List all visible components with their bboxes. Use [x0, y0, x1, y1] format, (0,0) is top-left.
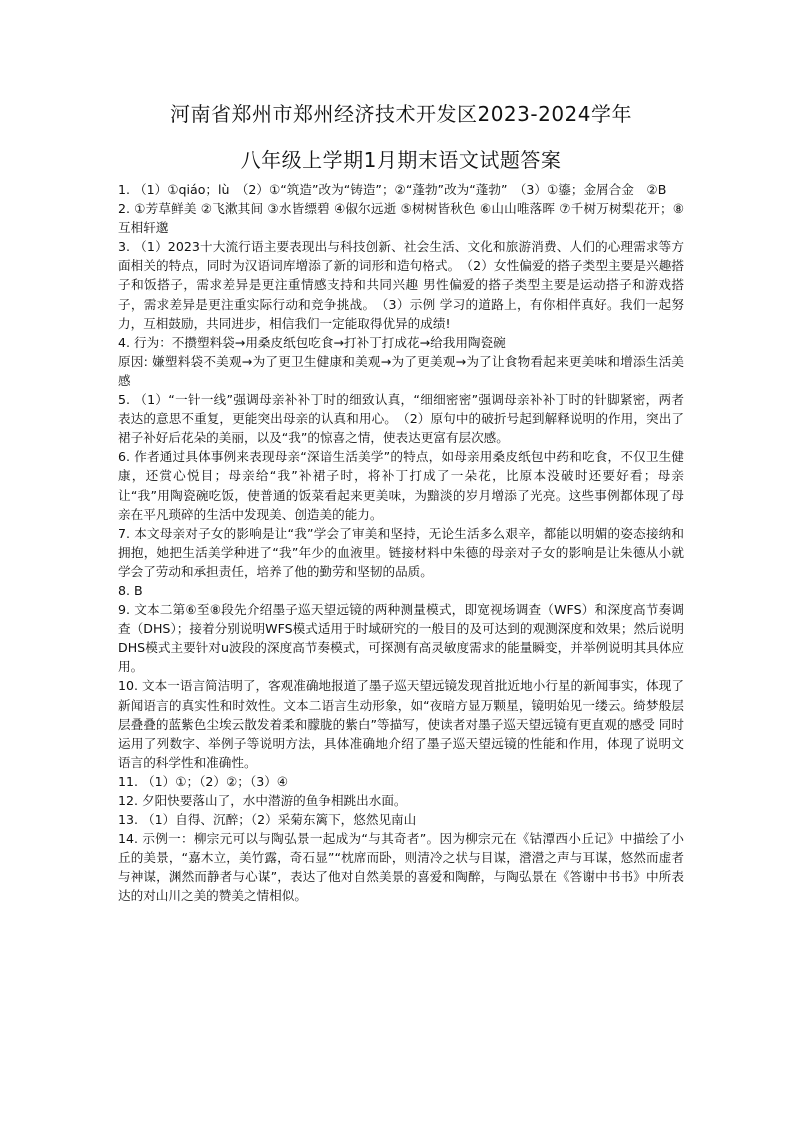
- answer-4-behavior: 4. 行为：不攒塑料袋→用桑皮纸包吃食→打补丁打成花→给我用陶瓷碗: [118, 334, 506, 350]
- answer-list: [118, 180, 684, 906]
- answer-4-reason: 原因: 嫌塑料袋不美观→为了更卫生健康和美观→为了更美观→为了让食物看起来更美味和增添生活美感: [118, 353, 684, 388]
- answer-2: 2. ①芳草鲜美 ②飞漱其间 ③水皆缥碧 ④俶尔远逝 ⑤树树皆秋色 ⑥山山唯落晖 ⑦千树万树梨花开；⑧互相轩邈: [118, 201, 684, 236]
- answer-11: 11. （1）①；（2）②；（3）④: [118, 773, 289, 789]
- answer-6: 6. 作者通过具体事例来表现母亲“深谙生活美学”的特点，如母亲用桑皮纸包中药和吃食，不仅卫生健康，还赏心悦目；母亲给“我”补裙子时，将补丁打成了一朵花，比原本没破时还要好看；母亲让“我”用陶瓷碗吃饭，使普通的饭菜看起来更美味，为黯淡的岁月增添了光亮。这些事例都体现了母亲在平凡琐碎的生活中发现美、创造美的能力。: [118, 449, 684, 522]
- answer-9: 9. 文本二第⑥至⑧段先介绍墨子巡天望远镜的两种测量模式，即宽视场调查（WFS）和深度高节奏调查（DHS）；接着分别说明WFS模式适用于时域研究的一般目的及可达到的观测深度和效果；然后说明DHS模式主要针对u波段的深度高节奏模式，可探测有高灵敏度需求的能量瞬变，并举例说明其具体应用。: [118, 602, 684, 675]
- answer-7: 7. 本文母亲对子女的影响是让“我”学会了审美和坚持，无论生活多么艰辛，都能以明媚的姿态接纳和拥抱，她把生活美学种进了“我”年少的血液里。链接材料中朱德的母亲对子女的影响是让朱德从小就学会了劳动和承担责任，培养了他的勤劳和坚韧的品质。: [118, 525, 684, 579]
- document-title-line-2: 八年级上学期1月期末语文试题答案: [240, 148, 562, 172]
- document-title-line-1: 河南省郑州市郑州经济技术开发区2023-2024学年: [169, 102, 632, 126]
- answer-3: 3. （1）2023十大流行语主要表现出与科技创新、社会生活、文化和旅游消费、人们的心理需求等方面相关的特点，同时为汉语词库增添了新的词形和造句格式。 （2）女性偏爱的搭子类型主要是兴趣搭子和饭搭子，需求差异是更注重情感支持和共同兴趣 男性偏爱的搭子类型主要是运动搭子和游戏搭子，需求差异是更注重实际行动和竞争挑战。 （3）示例 学习的道路上，有你相伴真好。我们一起努力，互相鼓励，共同进步，相信我们一定能取得优异的成绩!: [118, 239, 684, 331]
- answer-13: 13. （1）自得、沉醉；（2）采菊东篱下，悠然见南山: [118, 812, 417, 828]
- answer-12: 12. 夕阳快要落山了，水中潜游的鱼争相跳出水面。: [118, 793, 407, 808]
- answer-10: 10. 文本一语言简洁明了，客观准确地报道了墨子巡天望远镜发现首批近地小行星的新闻事实，体现了新闻语言的真实性和时效性。文本二语言生动形象，如“夜暗方显万颗星，镜明始见一缕云。绮梦般层层叠叠的蓝紫色尘埃云散发着柔和朦胧的紫白”等描写，使读者对墨子巡天望远镜有更直观的感受 同时运用了列数字、举例子等说明方法，具体准确地介绍了墨子巡天望远镜的性能和作用，体现了说明文语言的科学性和准确性。: [118, 678, 684, 770]
- answer-1: 1. （1）①qiáo；lù （2）①“筑造”改为“铸造”；②“蓬勃”改为“蓬勃” （3）①鎏；金屑合金 ②B: [118, 182, 667, 197]
- answer-14: 14. 示例一：柳宗元可以与陶弘景一起成为“与其奇者”。因为柳宗元在《钴潭西小丘记》中描绘了小丘的美景，“嘉木立，美竹露，奇石显”“枕席而卧，则清冷之状与目谋，瀯瀯之声与耳谋，悠然而虚者与神谋，渊然而静者与心谋”，表达了他对自然美景的喜爱和陶醉，与陶弘景在《答谢中书书》中所表达的对山川之美的赞美之情相似。: [118, 831, 684, 904]
- answer-5: 5. （1）“一针一线”强调母亲补补丁时的细致认真，“细细密密”强调母亲补补丁时的针脚紧密，两者表达的意思不重复，更能突出母亲的认真和用心。 （2）原句中的破折号起到解释说明的作用，突出了裙子补好后花朵的美丽，以及“我”的惊喜之情，使表达更富有层次感。: [118, 392, 684, 446]
- answer-8: 8. B: [118, 582, 143, 598]
